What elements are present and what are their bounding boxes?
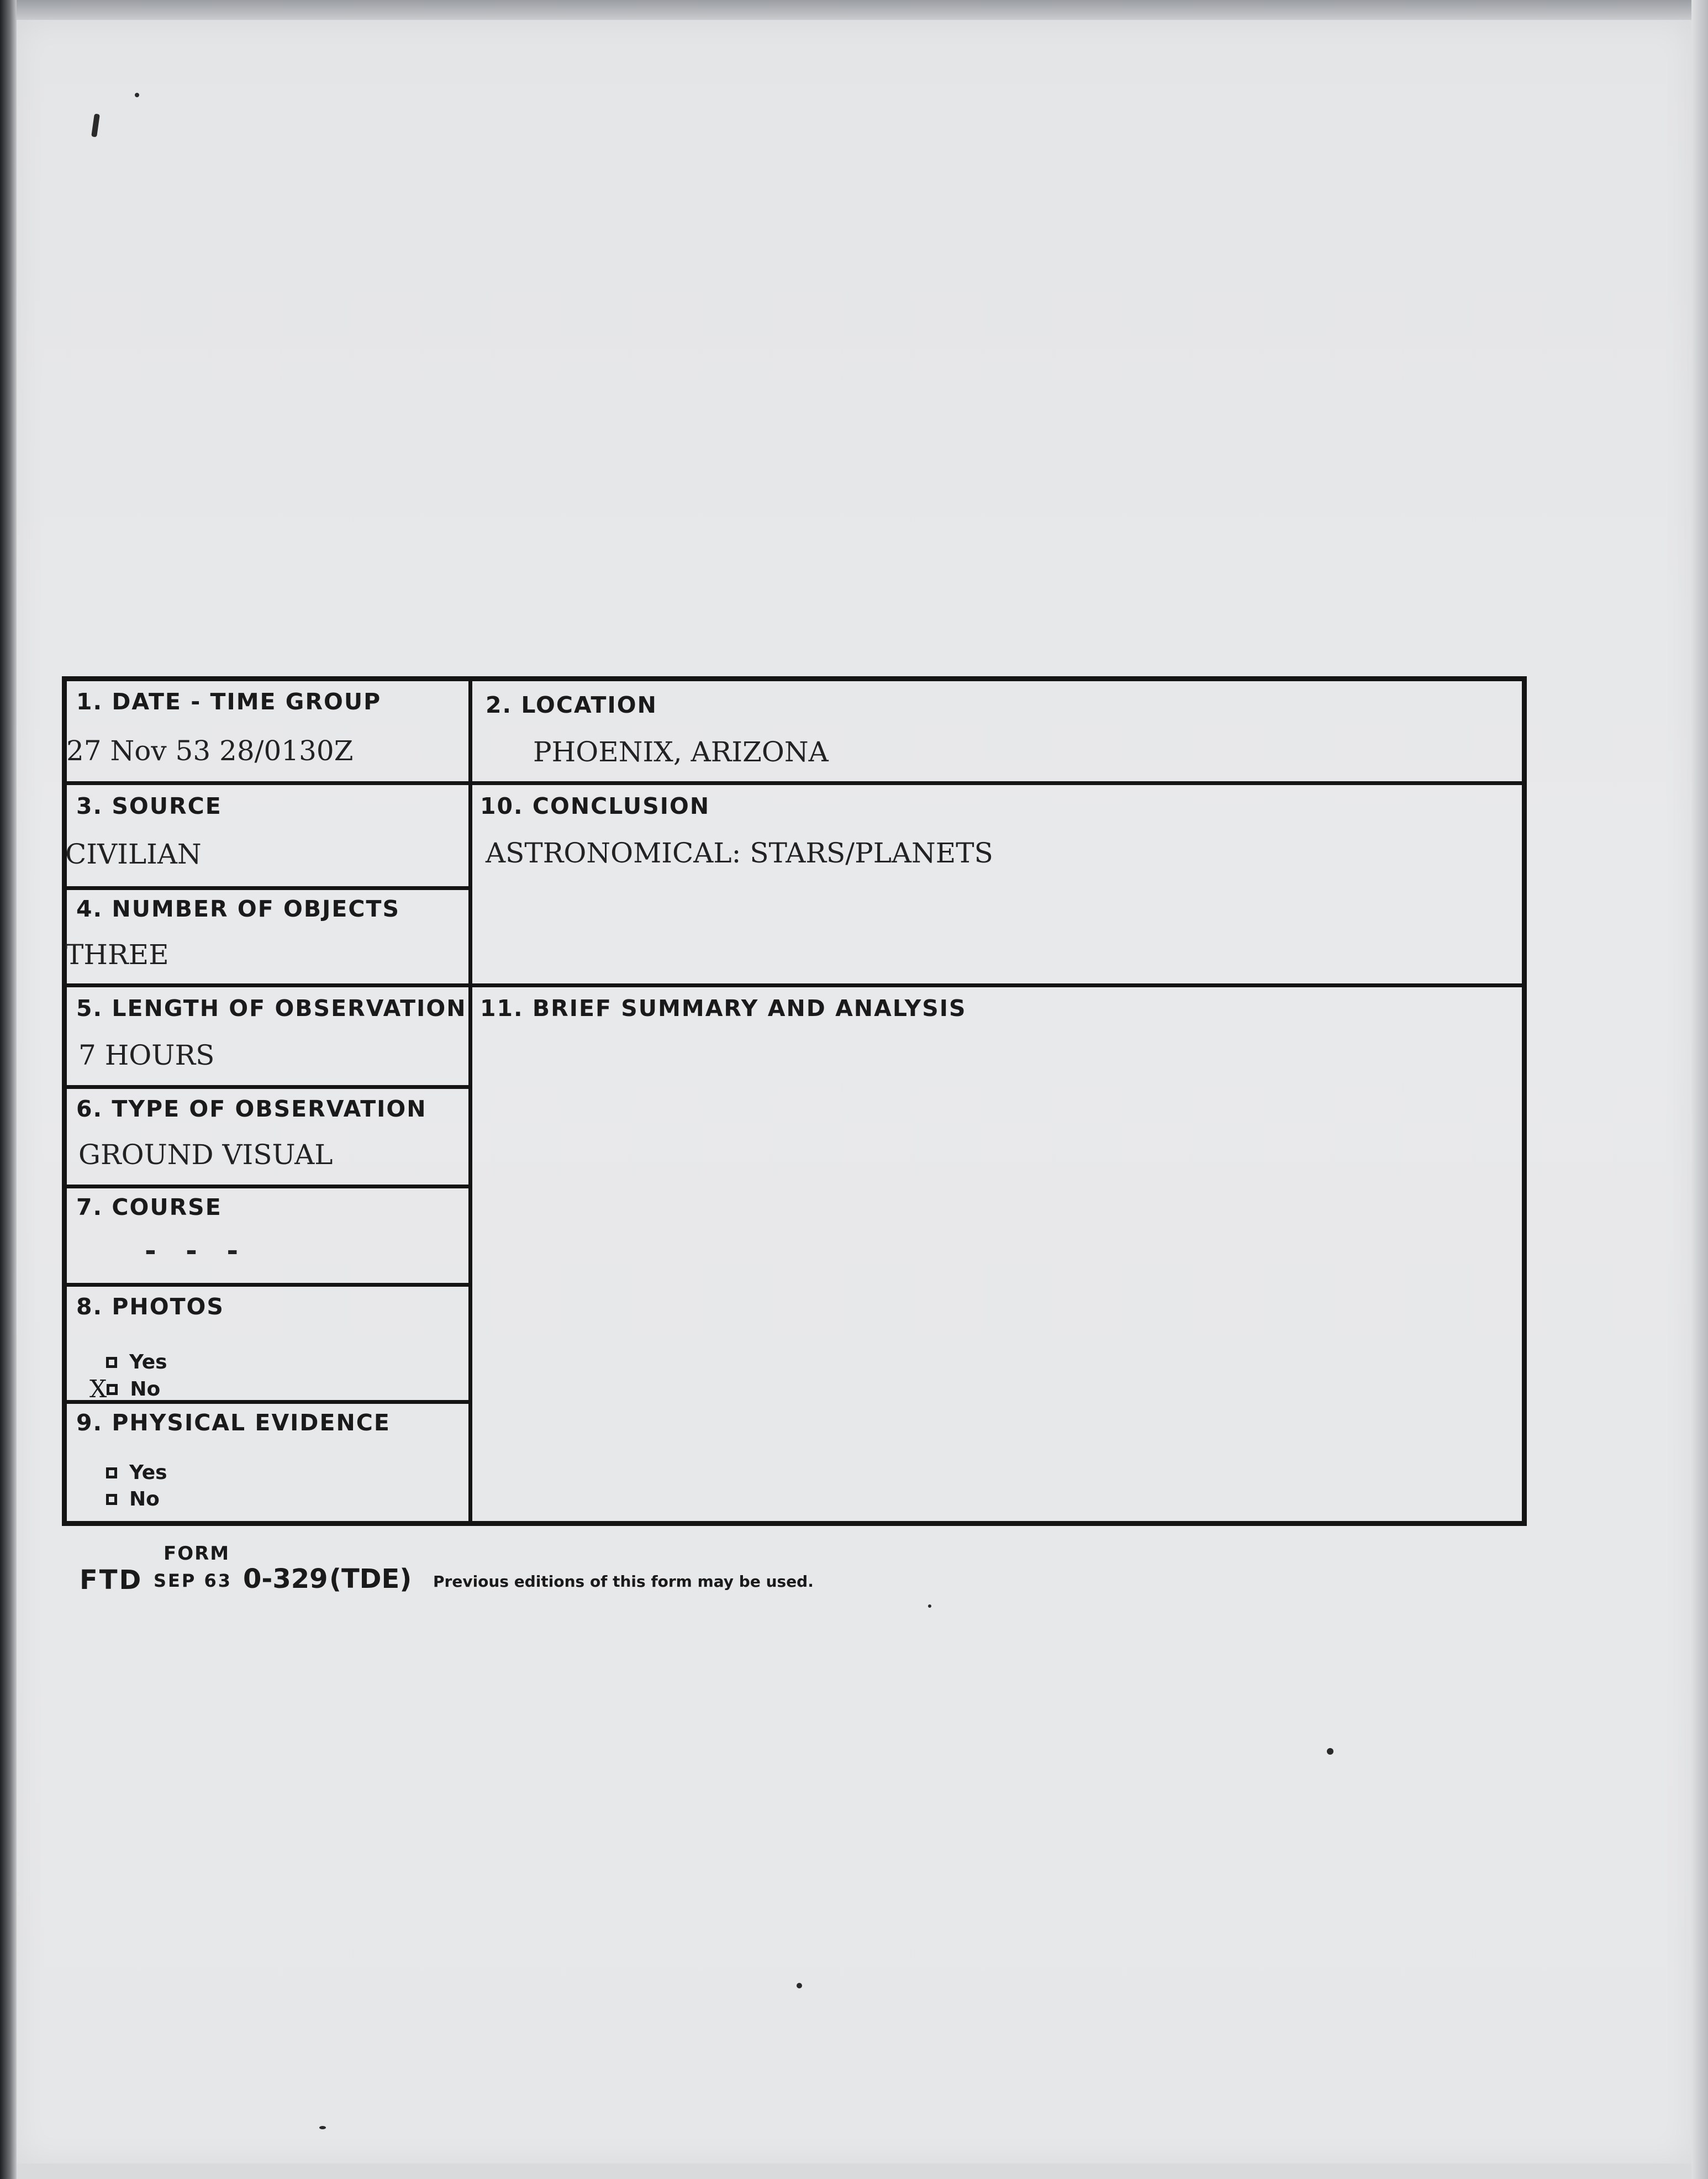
physical-evidence-yes-checkbox[interactable] — [106, 1467, 117, 1478]
scan-speck — [928, 1604, 931, 1608]
field-date-time-group — [62, 676, 468, 781]
source-label: 3. SOURCE — [76, 793, 222, 819]
type-of-observation-value: GROUND VISUAL — [78, 1139, 333, 1171]
scan-speck — [1327, 1748, 1333, 1755]
photos-yes-option[interactable] — [106, 1351, 167, 1373]
conclusion-label: 10. CONCLUSION — [480, 793, 710, 819]
footer-office: (TDE) — [329, 1564, 412, 1594]
scan-speck — [319, 2126, 326, 2129]
physical-evidence-yes-option[interactable] — [106, 1461, 167, 1484]
column-divider — [468, 676, 472, 1526]
row-divider — [62, 983, 1527, 987]
row-divider — [62, 1085, 471, 1089]
brief-summary-label: 11. BRIEF SUMMARY AND ANALYSIS — [480, 995, 967, 1022]
physical-evidence-label: 9. PHYSICAL EVIDENCE — [76, 1409, 391, 1436]
photos-no-x-mark: X — [89, 1375, 107, 1403]
scan-left-edge — [0, 0, 17, 2179]
field-length-of-observation — [62, 987, 468, 1085]
footer-form-word: FORM — [164, 1543, 230, 1565]
field-course — [62, 1188, 468, 1283]
scan-speck — [135, 93, 139, 97]
date-time-group-value: 27 Nov 53 28/0130Z — [66, 735, 354, 767]
photos-yes-label: Yes — [129, 1351, 167, 1373]
length-of-observation-value: 7 HOURS — [78, 1039, 215, 1071]
photos-no-label: No — [130, 1378, 161, 1401]
footer-note: Previous editions of this form may be used. — [433, 1572, 814, 1591]
physical-evidence-no-option[interactable] — [106, 1488, 160, 1510]
physical-evidence-no-label: No — [129, 1488, 160, 1510]
course-value: - - - — [145, 1235, 249, 1267]
row-divider — [62, 886, 471, 890]
source-value: CIVILIAN — [65, 838, 202, 870]
number-of-objects-value: THREE — [65, 939, 169, 971]
field-number-of-objects — [62, 890, 468, 983]
row-divider — [62, 781, 1527, 785]
footer-date: SEP 63 — [154, 1570, 233, 1591]
scan-speck — [797, 1983, 802, 1988]
photos-no-option[interactable] — [89, 1375, 160, 1403]
photos-no-checkbox[interactable] — [107, 1384, 118, 1395]
physical-evidence-yes-label: Yes — [129, 1461, 167, 1484]
number-of-objects-label: 4. NUMBER OF OBJECTS — [76, 896, 400, 922]
conclusion-value: ASTRONOMICAL: STARS/PLANETS — [486, 837, 993, 869]
field-physical-evidence — [62, 1404, 468, 1521]
date-time-group-label: 1. DATE - TIME GROUP — [76, 688, 382, 715]
row-divider — [62, 1283, 471, 1287]
field-type-of-observation — [62, 1089, 468, 1185]
location-label: 2. LOCATION — [486, 692, 657, 718]
field-location — [472, 676, 1522, 781]
footer-form-number: 0-329 — [243, 1564, 328, 1594]
course-label: 7. COURSE — [76, 1194, 222, 1220]
scan-top-edge — [0, 0, 1708, 20]
field-photos — [62, 1287, 468, 1403]
scan-right-edge — [1691, 0, 1708, 2179]
field-brief-summary — [472, 987, 1522, 1521]
physical-evidence-no-checkbox[interactable] — [106, 1494, 117, 1505]
report-form — [62, 676, 1527, 1526]
photos-yes-checkbox[interactable] — [106, 1357, 117, 1368]
row-divider — [62, 1185, 471, 1188]
type-of-observation-label: 6. TYPE OF OBSERVATION — [76, 1096, 427, 1122]
length-of-observation-label: 5. LENGTH OF OBSERVATION — [76, 995, 467, 1022]
location-value: PHOENIX, ARIZONA — [533, 736, 829, 768]
field-source — [62, 785, 468, 886]
field-conclusion — [472, 785, 1522, 983]
footer-agency: FTD — [80, 1565, 143, 1596]
photos-label: 8. PHOTOS — [76, 1293, 224, 1320]
